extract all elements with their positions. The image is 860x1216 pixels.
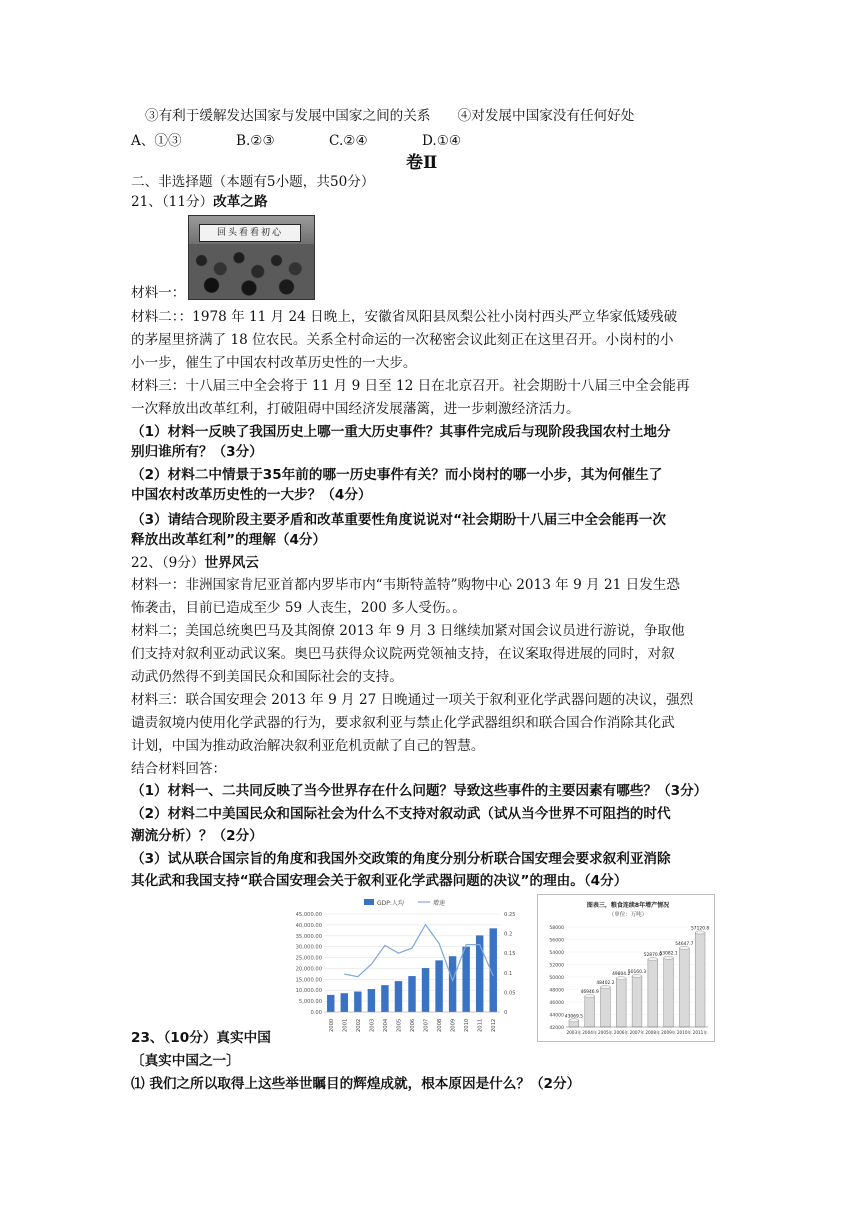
grain-value-label: 53082.1 [659,951,678,957]
grain-bar [632,976,642,1027]
y-tick-left: 20,000.00 [295,966,322,973]
grain-chart-title: 图表三，粮食连续8年增产情况 [586,902,670,909]
gdp-bar [341,993,348,1012]
legend-label-gdp: GDP:人均 [377,900,404,907]
y-tick-left: 15,000.00 [295,977,322,984]
y-tick-left: 5,000.00 [298,999,322,1006]
section-heading: 二、非选择题（本题有5小题，共50分） [131,174,375,190]
w-material-1-line-2: 怖袭击，目前已造成至少 59 人丧生，200 多人受伤。。 [131,600,466,616]
material-3-line-1: 材料三：十八届三中全会将于 11 月 9 日至 12 日在北京召开。社会期盼十八届三中全会能再 [131,378,690,394]
material-1-label: 材料一： [131,285,186,301]
grain-x-tick: 2009年 [661,1030,676,1035]
material-2-line-3: 小一步，催生了中国农村改革历史性的一大步。 [131,355,417,371]
material-2-line-1: 材料二：：1978 年 11 月 24 日晚上，安徽省凤阳县凤梨公社小岗村西头严立华家低矮残破 [131,309,678,325]
growth-line [344,925,493,981]
w-prompt: 结合材料回答： [131,761,227,777]
q22-part3-line-1: （3）试从联合国宗旨的角度和我国外交政策的角度分别分析联合国安理会要求叙利亚消除 [131,851,671,867]
y-tick-left: 40,000.00 [295,922,322,929]
w-material-1-line-1: 材料一：非洲国家肯尼亚首都内罗毕市内“韦斯特盖特”购物中心 2013 年 9 月 21 日发生恐 [131,577,680,593]
w-material-3-line-3: 计划，中国为推动政治解决叙利亚危机贡献了自己的智慧。 [131,738,485,754]
w-material-3-line-1: 材料三：联合国安理会 2013 年 9 月 27 日晚通过一项关于叙利亚化学武器问题的决议，强烈 [131,692,694,708]
grain-bar [695,932,705,1027]
q22-part2-line-1: （2）材料二中美国民众和国际社会为什么不支持对叙动武（试从当今世界不可阻挡的时代 [131,806,671,822]
q21-part3-line-1: （3）请结合现阶段主要矛盾和改革重要性角度说说对“社会期盼十八届三中全会能再一次 [131,512,666,528]
y-tick-right: 0.1 [504,970,513,977]
grain-y-tick: 58000 [549,926,564,931]
grain-x-tick: 2010年 [676,1030,692,1035]
photo-banner: 回头看看初心 [199,224,301,242]
grain-x-tick: 2011年 [692,1030,708,1035]
gdp-bar [435,960,442,1012]
grain-value-label: 50160.3 [627,969,647,975]
x-tick-label: 2012 [491,1018,498,1032]
q21-part1-line-2: 别归谁所有？（3分） [131,444,263,460]
x-tick-label: 2010 [464,1018,471,1032]
q23-subheading: 〔真实中国之一〕 [131,1053,240,1069]
gdp-chart-svg [286,894,524,1040]
q23-part1: ⑴ 我们之所以取得上这些举世瞩目的辉煌成就，根本原因是什么？（2分） [131,1076,581,1092]
y-tick-right: 0.25 [504,912,516,918]
grain-y-tick: 44000 [549,1013,564,1019]
y-tick-left: 25,000.00 [295,955,322,962]
q21-heading [131,192,268,212]
q22-part2-line-2: 潮流分析）？（2分） [131,828,263,844]
grain-y-tick: 54000 [549,951,564,956]
x-tick-label: 2011 [477,1018,484,1032]
q21-part2-line-2: 中国农村改革历史性的一大步？（4分） [131,487,372,503]
y-tick-right: 0.15 [504,951,516,958]
y-tick-left: 30,000.00 [295,944,322,951]
grain-value-label: 46946.9 [580,990,599,996]
q22-heading [131,553,259,573]
x-tick-label: 2005 [396,1018,403,1032]
w-material-2-line-1: 材料二；美国总统奥巴马及其阁僚 2013 年 9 月 3 日继续加紧对国会议员进行游说，争取他 [131,623,685,639]
grain-x-tick: 2008年 [645,1030,661,1035]
grain-x-tick: 2006年 [613,1030,629,1035]
section-title: 卷Ⅱ [406,153,438,173]
y-tick-left: 10,000.00 [295,988,322,995]
historic-photo [188,215,315,300]
x-tick-label: 2009 [450,1018,457,1032]
q21-number: 21、（11分） [131,194,214,210]
gdp-bar [395,981,402,1012]
y-tick-right: 0 [504,1010,508,1016]
legend-label-growth: 增速 [433,900,446,907]
q21-part3-line-2: 释放出改革红利”的理解（4分） [131,532,327,548]
grain-chart [537,894,715,1042]
x-tick-label: 2003 [369,1018,376,1032]
grain-value-label: 48402.2 [596,980,615,986]
grain-chart-svg [538,895,714,1041]
grain-bar [616,978,626,1027]
gdp-bar [381,985,388,1012]
grain-value-label: 52870.9 [643,953,662,959]
grain-x-tick: 2004年 [582,1030,598,1035]
x-tick-label: 2007 [423,1018,430,1032]
grain-bar [664,958,674,1027]
x-tick-label: 2002 [355,1018,362,1032]
y-tick-right: 0.05 [504,990,516,997]
grain-y-tick: 52000 [549,963,564,969]
gdp-chart [286,894,524,1040]
y-tick-right: 0.2 [504,931,513,938]
x-tick-label: 2008 [437,1018,444,1032]
gdp-bar [462,947,469,1012]
grain-y-tick: 50000 [549,976,564,981]
q22-part3-line-2: 其化武和我国支持“联合国安理会关于叙利亚化学武器问题的决议”的理由。（4分） [131,873,628,889]
q21-part2-line-1: （2）材料二中情景于35年前的哪一历史事件有关？而小岗村的哪一小步，其为何催生了 [131,467,663,483]
grain-x-tick: 2005年 [598,1030,613,1035]
y-tick-left: 0.00 [310,1010,322,1016]
gdp-bar [476,935,483,1012]
w-material-2-line-3: 动武仍然得不到美国民众和国际社会的支持。 [131,669,403,685]
gdp-bar [408,976,415,1012]
grain-y-tick: 56000 [549,938,564,944]
material-3-line-2: 一次释放出改革红利，打破阻碍中国经济发展藩篱，进一步刺激经济活力。 [131,401,580,417]
x-tick-label: 2001 [342,1018,349,1032]
grain-value-label: 54647.7 [675,941,694,947]
x-tick-label: 2000 [328,1018,335,1032]
answer-options: A、①③ B.②③ C.②④ D.①④ [131,133,462,149]
gdp-bar [327,995,334,1012]
q21-part1-line-1: （1）材料一反映了我国历史上哪一重大历史事件？其事件完成后与现阶段我国农村土地分 [131,424,671,440]
grain-bar [601,987,611,1027]
grain-x-tick: 2007年 [629,1030,645,1035]
gdp-bar [354,992,361,1012]
y-tick-left: 35,000.00 [295,933,322,940]
grain-bar [648,959,658,1027]
grain-y-tick: 46000 [549,1001,564,1006]
grain-bar [585,996,595,1027]
grain-x-tick: 2003年 [566,1030,582,1035]
q22-number: 22、（9分） [131,555,205,571]
grain-value-label: 57120.8 [691,926,710,932]
w-material-3-line-2: 谴责叙境内使用化学武器的行为，要求叙利亚与禁止化学武器组织和联合国合作消除其化武 [131,715,675,731]
option-line-3-4: ③有利于缓解发达国家与发展中国家之间的关系 ④对发展中国家没有任何好处 [145,108,635,124]
grain-y-tick: 48000 [549,988,564,994]
material-2-line-2: 的茅屋里挤满了 18 位农民。关系全村命运的一次秘密会议此刻正在这里召开。小岗村的小 [131,332,674,348]
x-tick-label: 2004 [382,1018,389,1032]
gdp-bar [368,989,375,1012]
gdp-bar [422,968,429,1012]
photo-crowd [189,244,314,299]
q22-topic: 世界风云 [204,555,259,571]
grain-value-label: 49804.2 [612,972,631,978]
grain-bar [679,948,689,1027]
q22-part1: （1）材料一、二共同反映了当今世界存在什么问题？导致这些事件的主要因素有哪些？（3分） [131,783,708,799]
y-tick-left: 45,000.00 [295,912,322,918]
grain-chart-subtitle: （单位：万吨） [608,912,648,918]
q21-topic: 改革之路 [213,194,268,210]
q23-heading: 23、（10分）真实中国 [131,1030,271,1046]
grain-value-label: 43069.5 [564,1014,583,1020]
gdp-bar [449,956,456,1012]
grain-y-tick: 42000 [549,1026,564,1031]
w-material-2-line-2: 们支持对叙利亚动武议案。奥巴马获得众议院两党领袖支持，在议案取得进展的同时，对叙 [131,646,675,662]
x-tick-label: 2006 [410,1018,416,1032]
legend-swatch-gdp [364,899,374,905]
